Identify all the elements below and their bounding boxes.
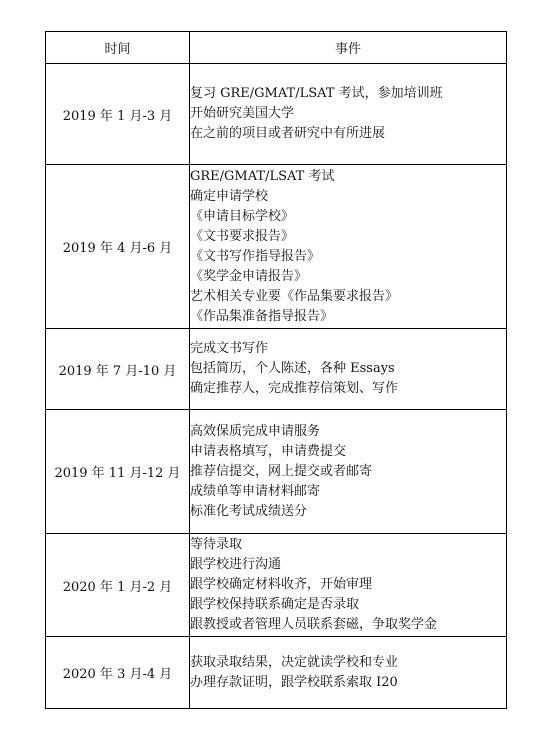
event-line: 高效保质完成申请服务 [190,423,321,439]
event-line: 包括简历，个人陈述，各种 Essays [190,361,395,376]
time-cell: 2019 年 4 月-6 月 [46,165,190,329]
event-line: 跟学校确定材料收齐，开始审理 [190,577,373,592]
event-line: 开始研究美国大学 [190,106,295,121]
events-cell [190,410,507,534]
header-row [46,32,507,64]
event-line: 《申请目标学校》 [190,208,295,224]
time-cell: 2020 年 3 月-4 月 [46,637,190,709]
event-line: 确定推荐人，完成推荐信策划、写作 [190,381,399,396]
events-cell [190,329,507,410]
header-time: 时间 [46,32,190,64]
event-line: 在之前的项目或者研究中有所进展 [190,126,386,141]
time-cell: 2020 年 1 月-2 月 [46,534,190,637]
event-line: 《文书写作指导报告》 [190,248,321,264]
event-line: 完成文书写作 [190,341,269,356]
event-line: 复习 GRE/GMAT/LSAT 考试，参加培训班 [190,86,443,101]
event-line: GRE/GMAT/LSAT 考试 [190,168,335,184]
table-row [46,64,507,165]
event-line: 成绩单等申请材料邮寄 [190,483,321,499]
event-line: 申请表格填写，申请费提交 [190,443,347,459]
schedule-table [45,31,507,709]
events-cell [190,64,507,165]
event-line: 推荐信提交，网上提交或者邮寄 [190,463,373,479]
event-line: 《奖学金申请报告》 [190,268,308,284]
time-cell: 2019 年 11 月-12 月 [46,410,190,534]
table-row [46,329,507,410]
time-cell: 2019 年 7 月-10 月 [46,329,190,410]
event-line: 办理存款证明，跟学校联系索取 I20 [190,674,398,690]
event-line: 艺术相关专业要《作品集要求报告》 [190,288,399,304]
event-line: 跟学校进行沟通 [190,557,282,572]
table-row [46,410,507,534]
event-line: 跟教授或者管理人员联系套磁，争取奖学金 [190,617,438,632]
table-row [46,534,507,637]
events-cell [190,637,507,709]
event-line: 跟学校保持联系确定是否录取 [190,597,360,612]
events-cell [190,165,507,329]
events-cell [190,534,507,637]
event-line: 获取录取结果，决定就读学校和专业 [190,654,399,670]
event-line: 《作品集准备指导报告》 [190,308,334,324]
header-events: 事件 [190,32,507,64]
event-line: 标准化考试成绩送分 [190,503,308,519]
event-line: 等待录取 [190,537,243,552]
event-line: 《文书要求报告》 [190,228,295,244]
time-cell: 2019 年 1 月-3 月 [46,64,190,165]
table-row [46,165,507,329]
table-row [46,637,507,709]
event-line: 确定申请学校 [190,188,269,204]
